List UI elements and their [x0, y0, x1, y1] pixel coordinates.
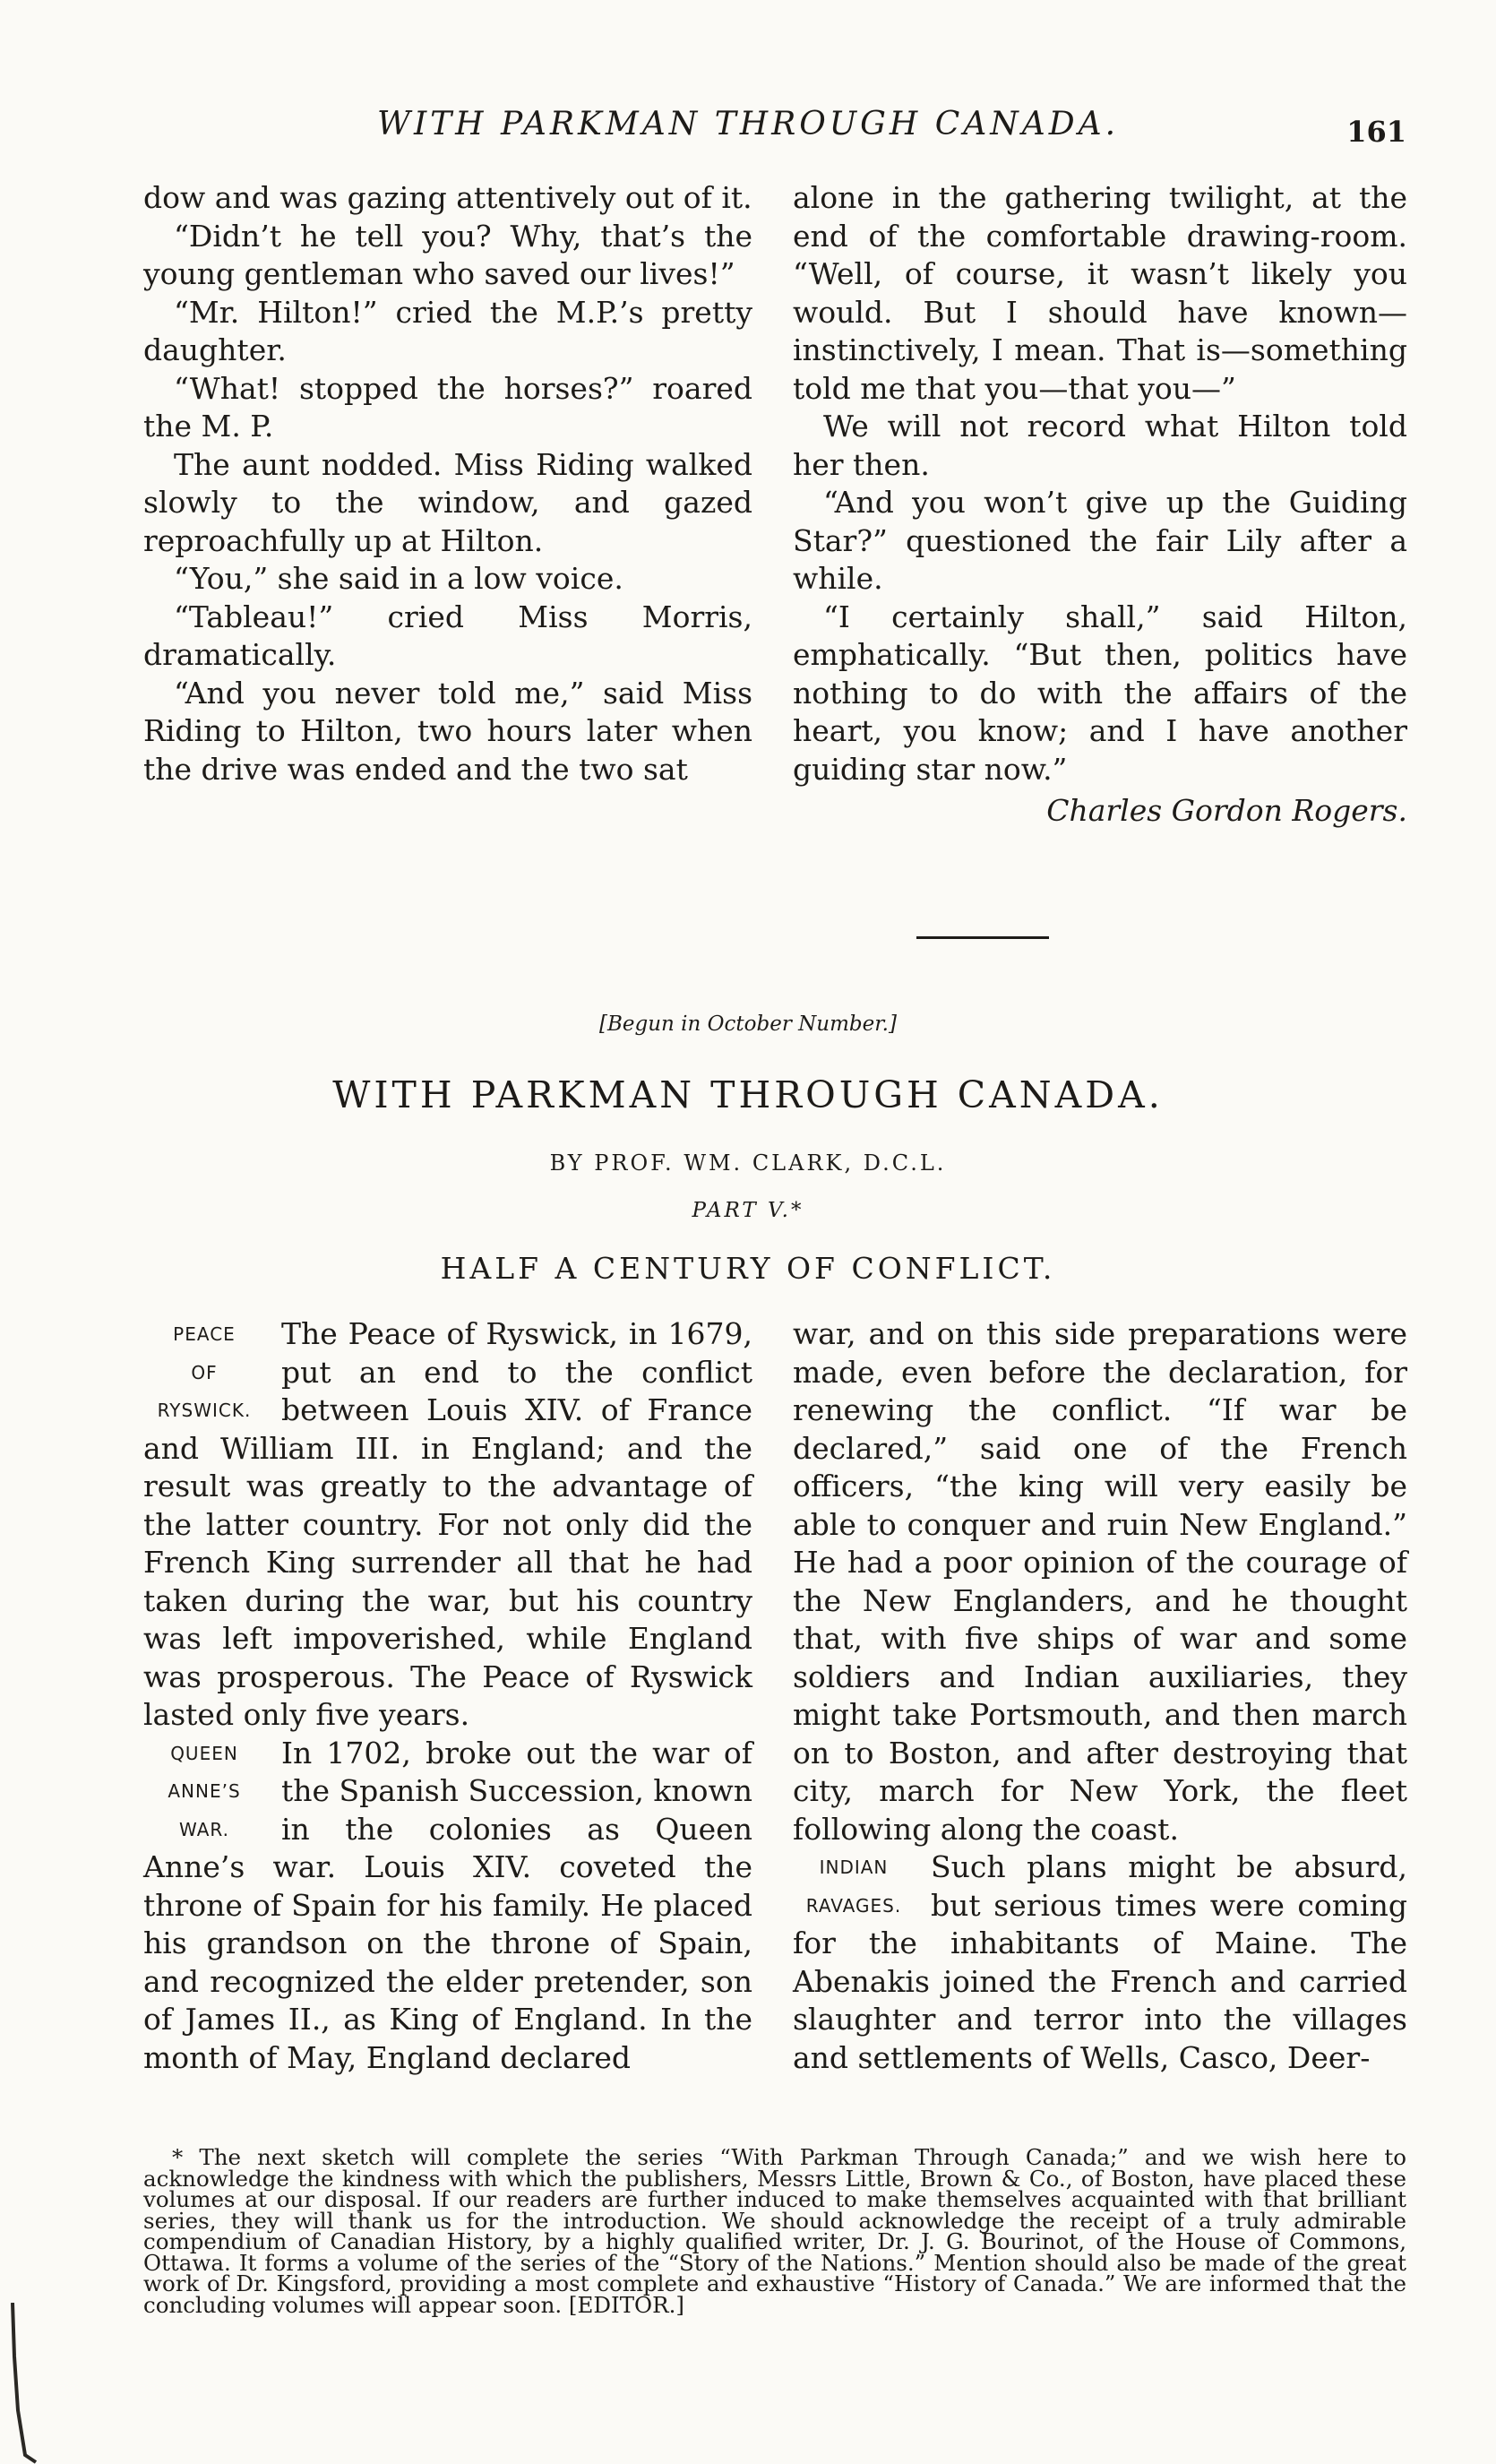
article-left-column [143, 1315, 752, 2077]
article-part: PART V.* [692, 1199, 804, 1222]
story-paragraph: “And you never told me,” said Miss Riding to Hilton, two hours later when the drive was ended and the two sat [143, 675, 752, 787]
top-story-left-column [143, 179, 752, 788]
sidenote-indian-ravages: INDIAN RAVAGES. [805, 1857, 902, 1917]
story-signature: Charles Gordon Rogers. [1046, 793, 1407, 828]
story-paragraph: “And you won’t give up the Guiding Star?” questioned the fair Lily after a while. [793, 485, 1407, 596]
article-paragraph: QUEEN ANNE’S WAR. In 1702, broke out the war of the Spanish Succession, known in the colonies as Queen Anne’s war. Louis XIV. coveted the throne of Spain for his family. He placed his grandson on the throne of Spain, and recognized the elder pretender, son of James II., as King of England. In the month of May, England declared [143, 1735, 752, 2075]
section-title: HALF A CENTURY OF CONFLICT. [440, 1251, 1056, 1286]
page-number: 161 [1346, 115, 1406, 149]
margin-binding-mark [5, 2303, 41, 2464]
running-title: WITH PARKMAN THROUGH CANADA. [376, 106, 1120, 142]
story-paragraph: “Tableau!” cried Miss Morris, dramatically. [143, 599, 752, 672]
article-right-column [793, 1315, 1407, 2077]
section-divider [916, 936, 1049, 939]
begun-note: [Begun in October Number.] [599, 1012, 897, 1036]
article-title: WITH PARKMAN THROUGH CANADA. [332, 1073, 1164, 1116]
story-paragraph: “Mr. Hilton!” cried the M.P.’s pretty daughter. [143, 294, 752, 367]
story-paragraph: We will not record what Hilton told her then. [793, 409, 1407, 482]
story-paragraph: “Didn’t he tell you? Why, that’s the young gentleman who saved our lives!” [143, 218, 752, 291]
story-paragraph: dow and was gazing attentively out of it. [143, 180, 752, 215]
article-paragraph: INDIAN RAVAGES. Such plans might be absurd, but serious times were coming for the inhabitants of Maine. The Abenakis joined the French and carried slaughter and terror into the villages and settlements of Wells, Casco, Deer- [793, 1849, 1407, 2075]
footnote [143, 2144, 1406, 2318]
story-paragraph: “What! stopped the horses?” roared the M. P. [143, 370, 752, 444]
story-paragraph: alone in the gathering twilight, at the end of the comfortable drawing-room. “Well, of course, it wasn’t likely you would. But I should have known—instinctively, I mean. That is—something told me that you—that you—” [793, 180, 1407, 406]
sidenote-peace-of-ryswick: PEACE OF RYSWICK. [157, 1323, 252, 1421]
sidenote-queen-annes-war: QUEEN ANNE’S WAR. [168, 1742, 241, 1840]
story-paragraph: “You,” she said in a low voice. [174, 561, 623, 596]
article-paragraph: war, and on this side preparations were made, even before the declaration, for renewing the conflict. “If war be declared,” said one of the French officers, “the king will very easily be able to conquer and ruin New England.” He had a poor opinion of the courage of the New Englanders, and he thought that, with five ships of war and some soldiers and Indian auxiliaries, they might take Portsmouth, and then march on to Boston, and after destroying that city, march for New York, the fleet following along the coast. [793, 1316, 1407, 1847]
story-paragraph: The aunt nodded. Miss Riding walked slowly to the window, and gazed reproachfully up at Hilton. [143, 446, 752, 558]
footnote-text: * The next sketch will complete the series “With Parkman Through Canada;” and we wish here to acknowledge the kindness with which the publishers, Messrs Little, Brown & Co., of Boston, have placed these volumes at our disposal. If our readers are further induced to make themselves acquainted with that brilliant series, they will thank us for the introduction. We should acknowledge the receipt of a truly admirable compendium of Canadian History, by a highly qualified writer, Dr. J. G. Bourinot, of the House of Commons, Ottawa. It forms a volume of the series of the “Story of the Nations.” Mention should also be made of the great work of Dr. Kingsford, providing a most complete and exhaustive “History of Canada.” We are informed that the concluding volumes will appear soon. [EDITOR.] [143, 2144, 1406, 2318]
story-paragraph: “I certainly shall,” said Hilton, emphatically. “But then, politics have nothing to do with the affairs of the heart, you know; and I have another guiding star now.” [793, 599, 1407, 787]
top-story-right-column [793, 179, 1407, 831]
article-paragraph: PEACE OF RYSWICK. The Peace of Ryswick, in 1679, put an end to the conflict between Louis XIV. of France and William III. in England; and the result was greatly to the advantage of the latter country. For not only did the French King surrender all that he had taken during the war, but his country was left impoverished, while England was prosperous. The Peace of Ryswick lasted only five years. [143, 1316, 752, 1732]
article-byline: BY PROF. WM. CLARK, D.C.L. [549, 1150, 947, 1176]
